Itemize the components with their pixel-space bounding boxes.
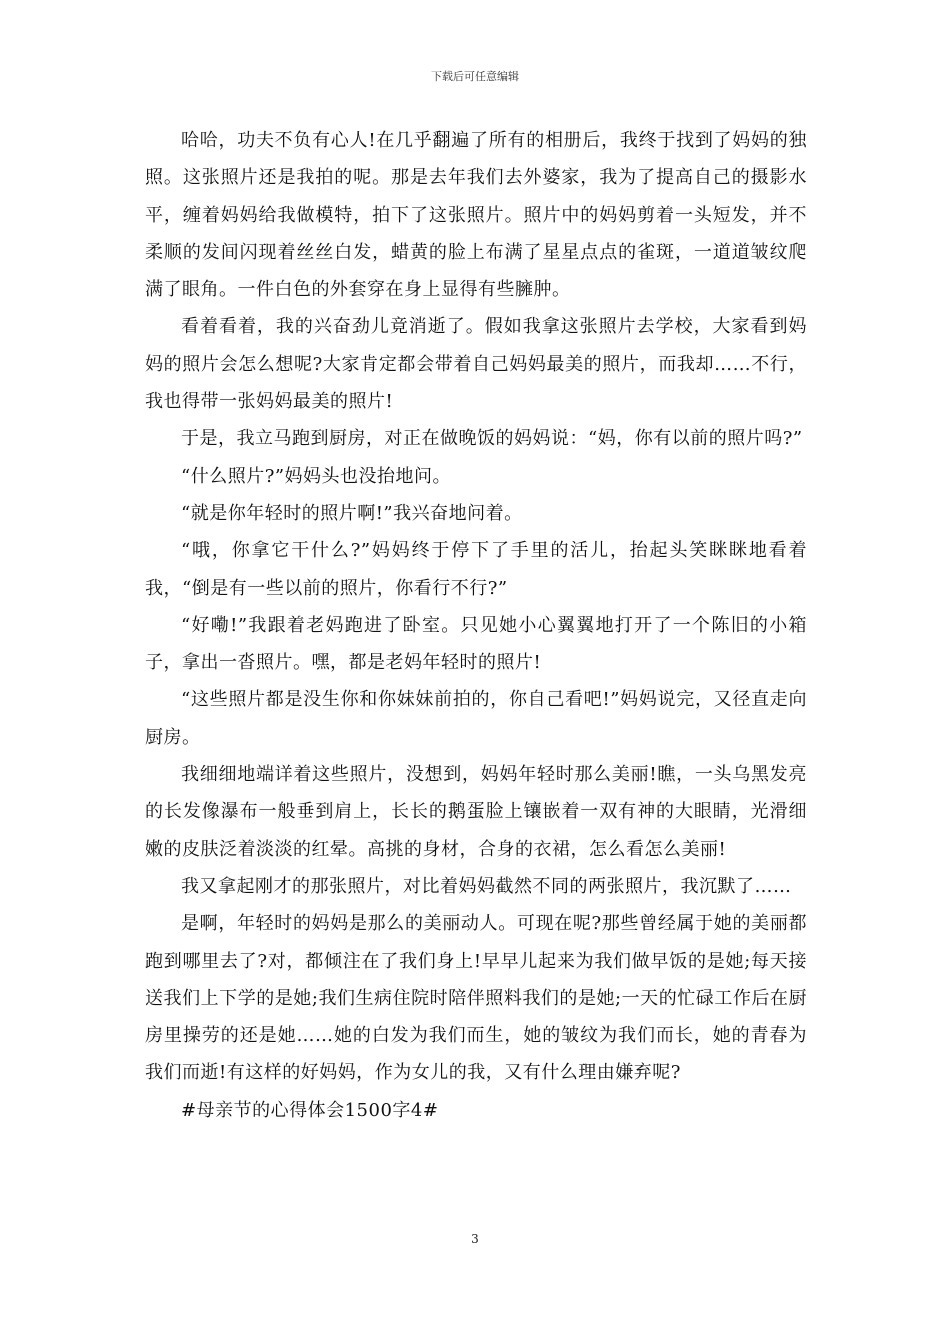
paragraph: 哈哈，功夫不负有心人!在几乎翻遍了所有的相册后，我终于找到了妈妈的独照。这张照片还是我拍的呢。那是去年我们去外婆家，我为了提高自己的摄影水平，缠着妈妈给我做模特，拍下了这张照片。照片中的妈妈剪着一头短发，并不柔顺的发间闪现着丝丝白发，蜡黄的脸上布满了星星点点的雀斑，一道道皱纹爬满了眼角。一件白色的外套穿在身上显得有些臃肿。 <box>145 130 807 301</box>
paragraph: “这些照片都是没生你和你妹妹前拍的，你自己看吧!”妈妈说完，又径直走向厨房。 <box>145 689 807 748</box>
document-body <box>145 122 807 1129</box>
paragraph: 看着看着，我的兴奋劲儿竟消逝了。假如我拿这张照片去学校，大家看到妈妈的照片会怎么想呢?大家肯定都会带着自己妈妈最美的照片，而我却……不行，我也得带一张妈妈最美的照片! <box>145 316 807 413</box>
paragraph: “就是你年轻时的照片啊!”我兴奋地问着。 <box>181 502 523 524</box>
page-header: 下载后可任意编辑 <box>431 70 519 83</box>
section-heading: #母亲节的心得体会1500字4# <box>181 1099 439 1121</box>
paragraph: 是啊，年轻时的妈妈是那么的美丽动人。可现在呢?那些曾经属于她的美丽都跑到哪里去了?对，都倾注在了我们身上!早早儿起来为我们做早饭的是她;每天接送我们上下学的是她;我们生病住院时陪伴照料我们的是她;一天的忙碌工作后在厨房里操劳的还是她……她的白发为我们而生，她的皱纹为我们而长，她的青春为我们而逝!有这样的好妈妈，作为女儿的我，又有什么理由嫌弃呢? <box>145 913 807 1084</box>
paragraph: “哦，你拿它干什么?”妈妈终于停下了手里的活儿，抬起头笑眯眯地看着我，“倒是有一些以前的照片，你看行不行?” <box>145 540 807 599</box>
paragraph: “好嘞!”我跟着老妈跑进了卧室。只见她小心翼翼地打开了一个陈旧的小箱子，拿出一沓照片。嘿，都是老妈年轻时的照片! <box>145 614 807 674</box>
paragraph: 我又拿起刚才的那张照片，对比着妈妈截然不同的两张照片，我沉默了…… <box>181 875 792 897</box>
page-number: 3 <box>471 1232 479 1246</box>
paragraph: 我细细地端详着这些照片，没想到，妈妈年轻时那么美丽!瞧，一头乌黑发亮的长发像瀑布一般垂到肩上，长长的鹅蛋脸上镶嵌着一双有神的大眼睛，光滑细嫩的皮肤泛着淡淡的红晕。高挑的身材，合身的衣裙，怎么看怎么美丽! <box>145 764 807 860</box>
paragraph: 于是，我立马跑到厨房，对正在做晚饭的妈妈说：“妈，你有以前的照片吗?” <box>181 428 803 450</box>
paragraph: “什么照片?”妈妈头也没抬地问。 <box>181 465 452 487</box>
